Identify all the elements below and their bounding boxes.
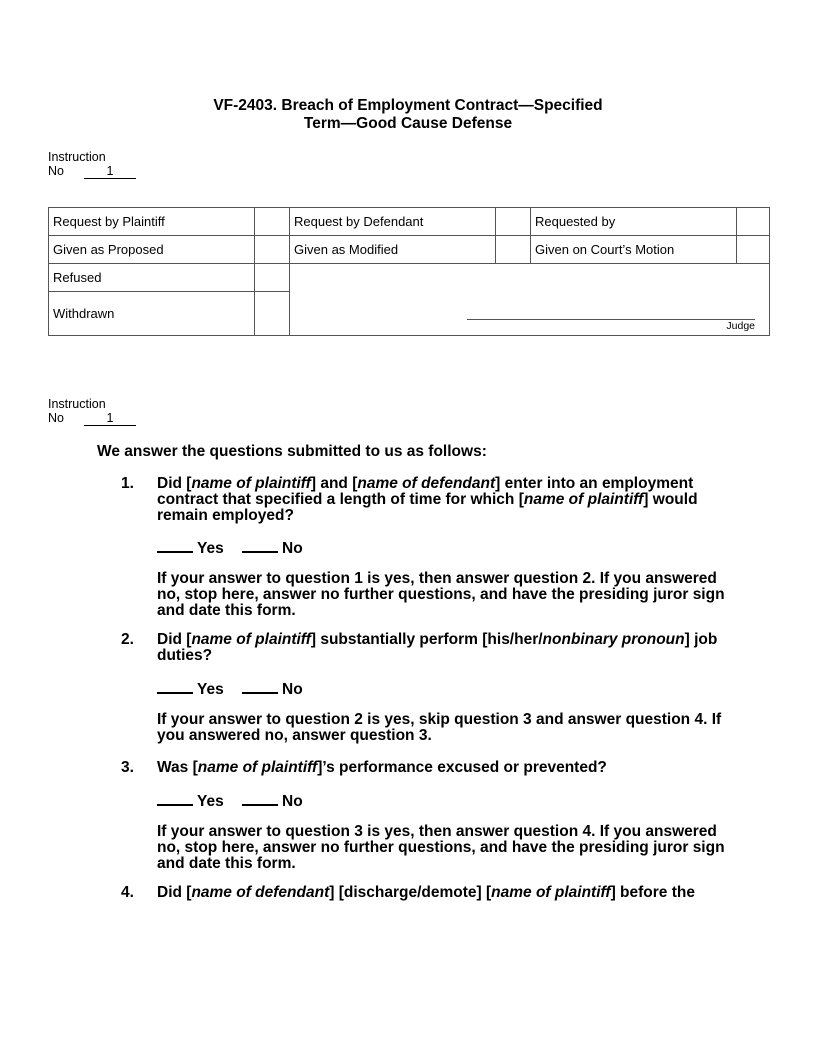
request-by-defendant-label: Request by Defendant [290,208,496,236]
request-by-plaintiff-label: Request by Plaintiff [49,208,255,236]
given-as-proposed-label: Given as Proposed [49,236,255,264]
request-by-defendant-box[interactable] [496,208,531,236]
request-disposition-table [48,207,770,336]
no-blank[interactable] [242,680,278,694]
no-label: No [282,540,303,557]
requested-by-label: Requested by [531,208,737,236]
yes-label: Yes [197,540,224,557]
no-blank[interactable] [242,539,278,553]
question-text: Did [name of plaintiff] substantially perform [his/her/nonbinary pronoun] job duties? [157,631,718,664]
question-2-answer [157,680,303,698]
instruction-label: Instruction [48,397,106,411]
question-number: 3. [121,759,134,776]
instruction-no-label: No [48,164,64,178]
question-text: Did [name of defendant] [discharge/demote] [name of plaintiff] before the [157,884,695,901]
verdict-intro: We answer the questions submitted to us as follows: [97,443,487,460]
instruction-no-value: 1 [84,165,136,179]
question-number: 4. [121,884,134,901]
yes-blank[interactable] [157,680,193,694]
yes-label: Yes [197,793,224,810]
judge-signature-line[interactable] [467,319,755,320]
given-on-courts-motion-box[interactable] [737,236,770,264]
question-number: 2. [121,631,134,648]
no-blank[interactable] [242,792,278,806]
yes-blank[interactable] [157,792,193,806]
question-text: Was [name of plaintiff]’s performance excused or prevented? [157,759,607,776]
title-line-1: VF-2403. Breach of Employment Contract—Specified [213,97,603,114]
refused-box[interactable] [255,264,290,292]
document-title [0,97,816,133]
question-3-instruction: If your answer to question 3 is yes, then answer question 4. If you answered no, stop here, answer no further questions, and have the presiding juror sign and date this form. [157,823,725,872]
title-line-2: Term—Good Cause Defense [303,115,513,132]
no-label: No [282,681,303,698]
question-number: 1. [121,475,134,492]
question-1-instruction: If your answer to question 1 is yes, then answer question 2. If you answered no, stop here, answer no further questions, and have the presiding juror sign and date this form. [157,570,725,619]
judge-signature-area [290,264,770,336]
question-1-answer [157,539,303,557]
refused-label: Refused [49,264,255,292]
instruction-label: Instruction [48,150,106,164]
request-by-plaintiff-box[interactable] [255,208,290,236]
given-on-courts-motion-label: Given on Court’s Motion [531,236,737,264]
withdrawn-label: Withdrawn [49,292,255,336]
instruction-number-bottom [48,397,136,426]
no-label: No [282,793,303,810]
requested-by-box[interactable] [737,208,770,236]
given-as-modified-box[interactable] [496,236,531,264]
instruction-no-value: 1 [84,412,136,426]
question-text: Did [name of plaintiff] and [name of defendant] enter into an employment contract that specified a length of time for which [name of plaintiff] would remain employed? [157,475,698,524]
judge-label: Judge [726,320,755,332]
withdrawn-box[interactable] [255,292,290,336]
yes-label: Yes [197,681,224,698]
question-3-answer [157,792,303,810]
given-as-modified-label: Given as Modified [290,236,496,264]
instruction-no-label: No [48,411,64,425]
given-as-proposed-box[interactable] [255,236,290,264]
yes-blank[interactable] [157,539,193,553]
instruction-number-top [48,150,136,179]
question-2-instruction: If your answer to question 2 is yes, skip question 3 and answer question 4. If you answered no, answer question 3. [157,711,722,744]
